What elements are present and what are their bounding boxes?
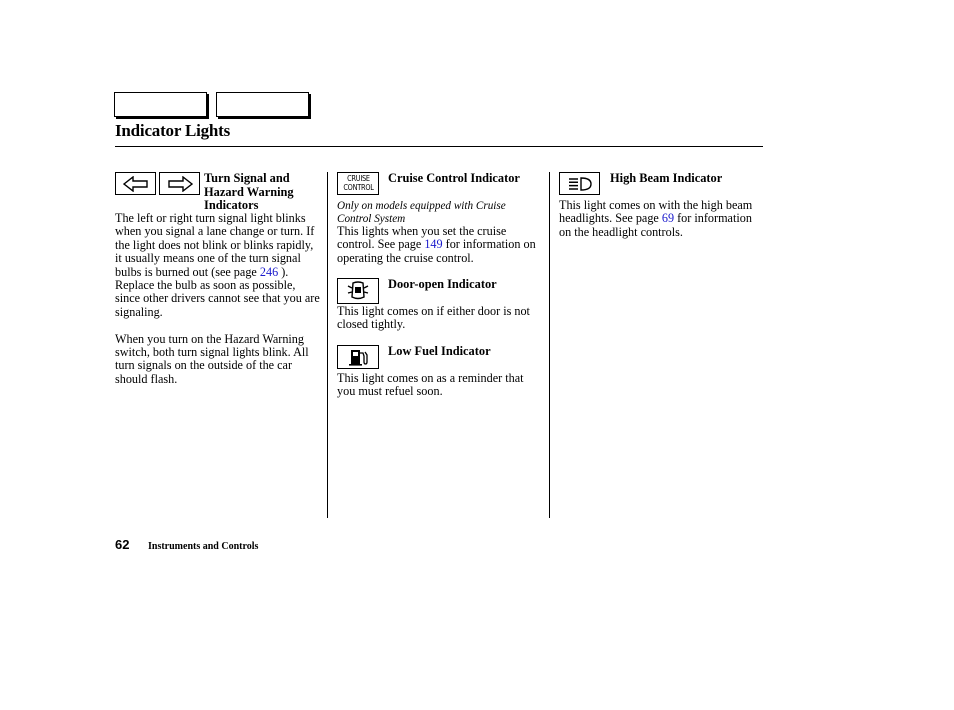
low-fuel-indicator (337, 345, 379, 369)
turn-signal-body (115, 212, 323, 386)
cruise-paragraph (337, 225, 545, 265)
high-beam-indicator (559, 172, 600, 195)
section-name: Instruments and Controls (148, 541, 259, 552)
nav-tab-previous[interactable] (114, 92, 207, 117)
turn-signal-paragraph-1 (115, 212, 323, 319)
cruise-text: for information on operating the cruise control. (337, 237, 536, 265)
high-beam-paragraph (559, 199, 754, 239)
column-divider-2 (549, 172, 550, 518)
page-title: Indicator Lights (115, 121, 231, 140)
turn-signal-heading (204, 172, 319, 213)
turn-signal-heading-line: Hazard Warning (204, 184, 294, 199)
cruise-control-icon (343, 175, 373, 192)
left-turn-arrow-icon (123, 176, 149, 192)
door-open-icon (347, 281, 369, 301)
cruise-icon-line: CONTROL (342, 182, 374, 192)
left-turn-indicator (115, 172, 156, 195)
cruise-icon-line: CRUISE (346, 174, 370, 183)
right-turn-arrow-icon (167, 176, 193, 192)
turn-signal-text: ). Replace the bulb as soon as possible, since other drivers cannot see that you are signaling. (115, 264, 320, 319)
nav-tab-next[interactable] (216, 92, 309, 117)
low-fuel-body: This light comes on as a reminder that you must refuel soon. (337, 371, 524, 399)
cruise-text: This lights when you set the cruise control. See page (337, 224, 507, 252)
cruise-control-indicator (337, 172, 379, 195)
page-link-149[interactable]: 149 (424, 237, 443, 252)
right-turn-indicator (159, 172, 200, 195)
cruise-note: Only on models equipped with Cruise Control System (337, 200, 506, 225)
door-open-heading: Door-open Indicator (388, 277, 497, 291)
title-rule (115, 146, 763, 147)
door-open-indicator (337, 278, 379, 304)
column-divider-1 (327, 172, 328, 518)
high-beam-icon (567, 176, 593, 192)
page-link-69[interactable]: 69 (661, 211, 675, 226)
hazard-paragraph: When you turn on the Hazard Warning switch, both turn signal lights blink. All turn signals on the outside of the car should flash. (115, 331, 309, 386)
low-fuel-heading: Low Fuel Indicator (388, 344, 491, 358)
page-link-246[interactable]: 246 (259, 264, 279, 279)
high-beam-text: This light comes on with the high beam headlights. See page (559, 198, 753, 226)
turn-signal-heading-line: Turn Signal and (204, 171, 290, 185)
fuel-pump-icon (348, 348, 368, 366)
door-open-body: This light comes on if either door is not closed tightly. (337, 304, 530, 332)
high-beam-heading: High Beam Indicator (610, 171, 723, 185)
turn-signal-heading-line: Indicators (204, 198, 259, 212)
cruise-heading: Cruise Control Indicator (388, 171, 520, 185)
turn-signal-text: The left or right turn signal light blinks when you signal a lane change or turn. If the light does not blink or blinks rapidly, it usually means one of the turn signal bulbs is burned out (see page (115, 211, 315, 279)
high-beam-text: for information on the headlight controls. (559, 211, 752, 239)
high-beam-body (559, 199, 754, 239)
cruise-body (337, 225, 545, 265)
page-number: 62 (115, 537, 130, 552)
